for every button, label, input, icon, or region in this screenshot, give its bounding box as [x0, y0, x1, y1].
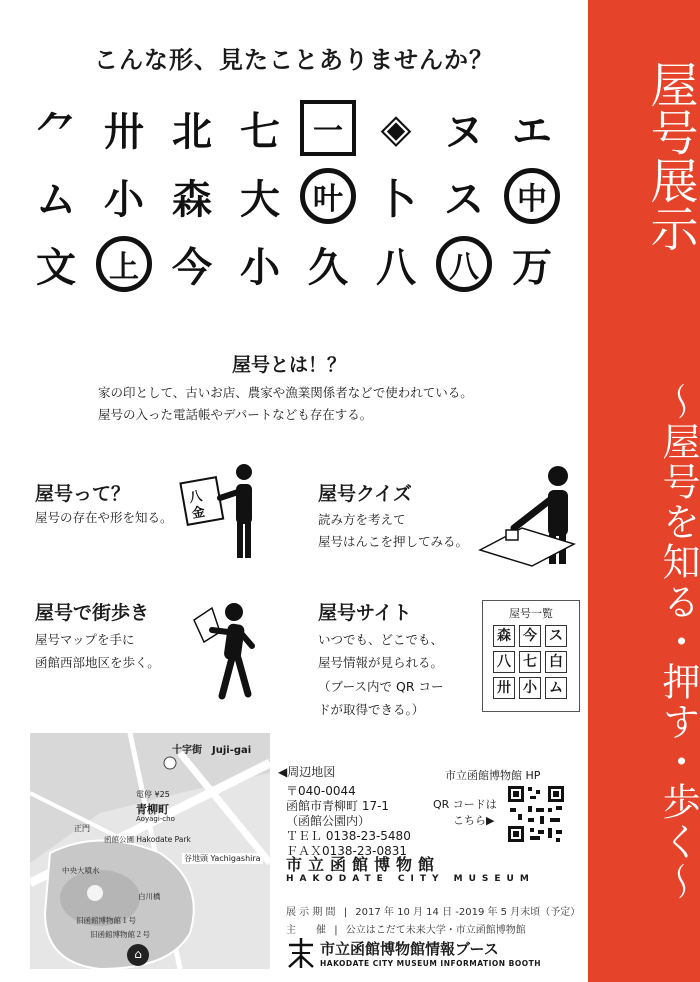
yago-mark: 今 [172, 243, 212, 291]
map-caption: ◀周辺地図 [278, 765, 336, 779]
qr-text-1: QR コードは [433, 798, 497, 811]
feature-walk-text-1: 屋号マップを手に [35, 632, 135, 647]
yago-mark: 文 [36, 243, 76, 291]
map-label-jujigai: 十字街 Juji-gai [172, 745, 252, 756]
feature-site-text-2: 屋号情報が見られる。 [318, 655, 444, 670]
yago-list-item: 小 [519, 677, 541, 699]
feature-site-text-1: いつでも、どこでも、 [318, 632, 444, 647]
yago-list-item: 森 [493, 625, 515, 647]
map-label-aoyagi-en: Aoyagi-cho [136, 815, 175, 823]
period-row: 展 示 期 間 | 2017 年 10 月 14 日 -2019 年 5 月末頃（予定） [286, 907, 581, 918]
host-row: 主 催 | 公立はこだて未来大学・市立函館博物館 [286, 925, 526, 936]
map-label-fare: 電停 ¥25 [136, 790, 170, 799]
yago-mark: 久 [308, 243, 348, 291]
address-block [286, 784, 411, 859]
headline: こんな形、見たことありませんか？ [94, 46, 494, 74]
period-label: 展 示 期 間 [286, 907, 336, 918]
feature-quiz-text-1: 読み方を考えて [318, 512, 406, 527]
address-tel: ＴＥＬ 0138-23-5480 [286, 829, 411, 843]
map-label-aoyagi: 青柳町 [136, 803, 169, 816]
feature-quiz-text-2: 屋号はんこを押してみる。 [318, 534, 469, 549]
yago-list-item: 卅 [493, 677, 515, 699]
yago-list-item: 今 [519, 625, 541, 647]
map-label-seimon: 正門 [74, 824, 90, 833]
side-banner [588, 0, 700, 982]
yago-list-item: ス [545, 625, 567, 647]
yago-mark: 上 [96, 236, 152, 292]
yago-mark: 卅 [104, 107, 144, 155]
museum-name-jp: 市立函館博物館 [286, 855, 441, 874]
yago-list-item: ム [545, 677, 567, 699]
person-reading-illustration [176, 462, 266, 562]
yago-mark: ム [36, 175, 76, 223]
address-street: 函館市青柳町 17-1 [286, 799, 390, 813]
yago-mark: 叶 [300, 168, 356, 224]
address-fax: ＦＡＸ0138-23-0831 [286, 844, 408, 858]
map-label-park: 函館公園 Hakodate Park [104, 835, 191, 844]
map-label-pond: 中央大噴水 [62, 866, 100, 875]
map-label-shirakawa: 白川橋 [138, 892, 161, 901]
yago-mark: 大 [240, 175, 280, 223]
yago-mark: 小 [104, 175, 144, 223]
yago-mark: 森 [172, 175, 212, 223]
banner-subtitle: 〜屋号を知る・押す・歩く〜 [656, 382, 700, 902]
feature-quiz-title: 屋号クイズ [318, 483, 412, 505]
area-map [30, 733, 270, 969]
yago-mark: ◈ [380, 104, 412, 152]
about-line-2: 屋号の入った電話帳やデパートなども存在する。 [98, 407, 373, 422]
banner-title: 屋号展示 [642, 60, 698, 252]
yago-mark: 八 [376, 243, 416, 291]
person-stamping-illustration [478, 458, 578, 568]
map-label-old1: 旧函館博物館１号 [76, 916, 136, 925]
yago-mark: ス [444, 175, 484, 223]
yago-list-card [482, 600, 580, 712]
feature-site-text-4: ドが取得できる。） [318, 702, 425, 717]
feature-walk-text-2: 函館西部地区を歩く。 [35, 655, 160, 670]
yago-mark: エ [512, 107, 552, 155]
yago-mark: ヌ [444, 107, 484, 155]
yago-list-grid [493, 625, 569, 705]
period-value: 2017 年 10 月 14 日 -2019 年 5 月末頃（予定） [355, 907, 581, 918]
map-label-yachigashira: 谷地頭 Yachigashira [184, 854, 261, 863]
host-value: 公立はこだて未来大学・市立函館博物館 [345, 925, 526, 936]
qr-text-2: こちら▶ [453, 814, 495, 827]
qr-code[interactable] [506, 784, 566, 844]
museum-icon: ⌂ [134, 947, 142, 961]
feature-site-text-3: （ブース内で QR コー [318, 679, 444, 694]
yago-list-title: 屋号一覧 [509, 607, 553, 620]
yago-mark: ⺈ [36, 107, 76, 155]
yago-mark: 七 [240, 107, 280, 155]
yago-list-item: 白 [545, 651, 567, 673]
person-walking-illustration [190, 600, 270, 700]
yago-mark: 卜 [376, 175, 416, 223]
yago-list-item: 七 [519, 651, 541, 673]
yago-mark: 小 [240, 243, 280, 291]
yago-mark: 一 [300, 100, 356, 156]
museum-name-en: HAKODATE CITY MUSEUM [286, 874, 535, 884]
yago-mark: 万 [512, 243, 552, 291]
booth-name-jp: 市立函館博物館情報ブース [320, 940, 499, 958]
feature-site-title: 屋号サイト [318, 602, 412, 624]
svg-text:八: 八 [187, 489, 204, 507]
booth-name-en: HAKODATE CITY MUSEUM INFORMATION BOOTH [320, 959, 541, 968]
yago-mark: 八 [436, 236, 492, 292]
address-postal: 〒040-0044 [286, 784, 356, 798]
feature-know-text: 屋号の存在や形を知る。 [35, 510, 173, 525]
yago-mark: 中 [504, 168, 560, 224]
hp-label: 市立函館博物館 HP [445, 769, 541, 782]
booth-logo-icon [286, 936, 316, 970]
map-label-old2: 旧函館博物館２号 [90, 930, 150, 939]
about-title: 屋号とは！？ [232, 354, 347, 376]
feature-know-title: 屋号って？ [35, 483, 131, 505]
about-line-1: 家の印として、古いお店、農家や漁業関係者などで使われている。 [98, 385, 473, 400]
yago-mark: 北 [172, 107, 212, 155]
host-label: 主 催 [286, 925, 326, 936]
feature-walk-title: 屋号で街歩き [35, 602, 150, 624]
svg-text:金: 金 [190, 504, 207, 522]
address-park: （函館公園内） [286, 814, 371, 828]
yago-list-item: 八 [493, 651, 515, 673]
map-graphic [30, 733, 270, 969]
